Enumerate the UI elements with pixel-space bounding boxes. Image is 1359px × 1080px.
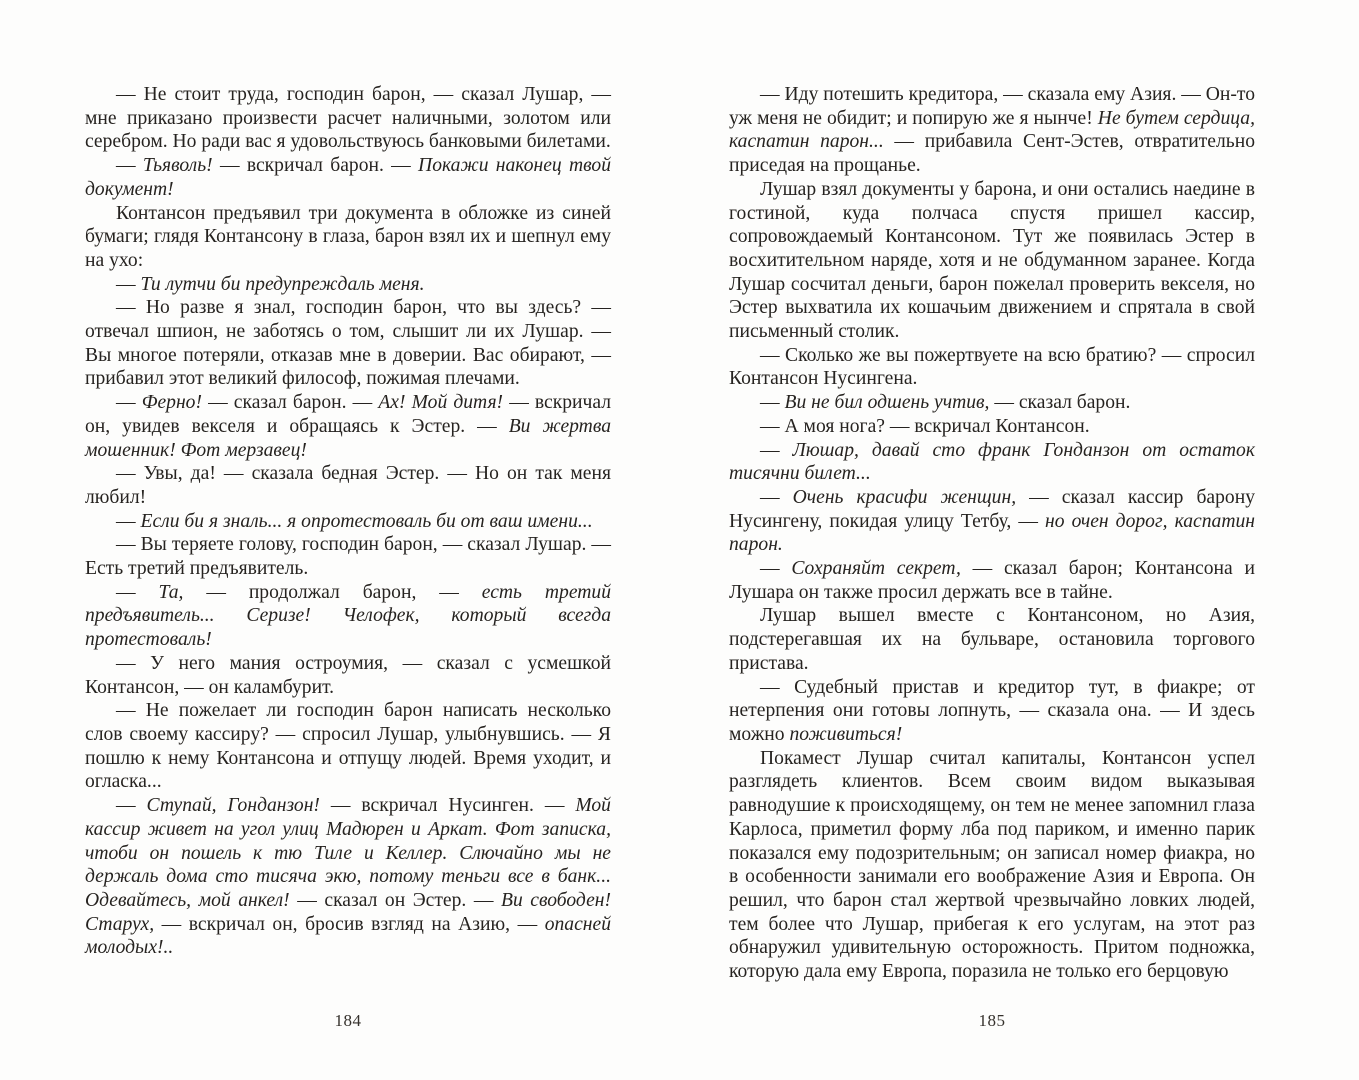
text-segment: — вскричал он, бросив взгляд на Азию, — [154,913,545,935]
text-segment: — [116,392,142,414]
text-segment: — Иду потешить кредитора, — сказала ему Азия. — Он-то уж меня не обидит; и попирую же я нынче! [729,84,1255,129]
paragraph [729,415,1255,439]
paragraph [85,273,611,297]
italic-text-segment: Ах! Мой дитя! [378,392,504,414]
italic-text-segment: Ви свободен! Старух, [85,889,612,935]
italic-text-segment: Люшар, давай сто франк Гонданзон от остаток тисячни билет... [729,439,1256,485]
text-segment: — сказал барон. — [202,392,379,414]
italic-text-segment: Ти лутчи би предупреждаль меня. [140,273,425,295]
italic-text-segment: Если би я зналь... я опротестоваль би от ваш имени... [140,510,593,532]
text-segment: — А моя нога? — вскричал Контансон. [760,415,1090,437]
text-segment: — [760,439,793,461]
text-segment: — [760,486,793,508]
text-segment: — продолжал барон, — [183,581,482,603]
text-segment: — вскричал он, увидев векселя и обращаясь к Эстер. — [85,392,612,437]
text-segment: — сказал кассир барону Нусингену, покидая улицу Тетбу, — [729,486,1255,532]
paragraph [85,202,611,273]
italic-text-segment: есть третий предъявитель... Серизе! Челофек, который всегда протестоваль! [85,581,612,651]
paragraph [85,510,611,534]
text-segment: — [116,581,159,603]
italic-text-segment: Та, [158,581,184,603]
text-segment: — [760,392,785,414]
paragraph [729,391,1255,415]
text-segment: — [116,795,147,817]
italic-text-segment: но очен дорог, каспатин парон. [729,510,1255,556]
paragraph [729,486,1255,557]
italic-text-segment: поживиться! [789,723,903,745]
paragraph [729,344,1255,391]
text-segment: — Вы теряете голову, господин барон, — сказал Лушар. — Есть третий предъявитель. [85,534,611,580]
page-right-text [729,83,1255,984]
paragraph [85,794,611,960]
italic-text-segment: Мой кассир живет на угол улиц Мадюрен и Аркат. Фот записка, чтоби он пошель к тю Тиле и Келлер. Слючайно мы не держаль дома сто тисяча экю, потому теньги все в банк... Одевайтесь, мой анкел! [85,795,611,911]
text-segment: — сказал он Эстер. — [289,889,501,911]
italic-text-segment: Тьяволь! [142,155,213,177]
paragraph [729,83,1255,178]
text-segment: — сказал барон. [989,392,1131,414]
text-segment: — вскричал Нусинген. — [319,795,576,817]
text-segment: Лушар взял документы у барона, и они остались наедине в гостиной, куда полчаса спустя пришел кассир, сопровождаемый Контансоном. Тут же появилась Эстер в восхитительном наряде, хотя и не обдуманном заранее. Когда Лушар сосчитал деньги, барон пожелал проверить векселя, но Эстер выхватила их кошачьим движением и спрятала в свой письменный столик. [729,178,1255,343]
page-right-number: 185 [978,1011,1006,1030]
italic-text-segment: Очень красифи женщин, [792,486,1017,508]
paragraph [85,699,611,794]
page-left-text [85,83,611,960]
text-segment: — [760,558,792,580]
paragraph [85,581,611,652]
italic-text-segment: Ступай, Гонданзон! [146,795,320,817]
text-segment: — вскричал барон. — [212,155,419,177]
italic-text-segment: опасней молодых!.. [85,913,611,959]
italic-text-segment: Ви жертва мошенник! Фот мерзавец! [85,415,611,461]
text-segment: — прибавила Сент-Эстев, отвратительно приседая на прощанье. [729,131,1255,177]
paragraph [85,462,611,509]
paragraph [729,604,1255,675]
italic-text-segment: Ферно! [141,392,202,414]
paragraph [729,439,1255,486]
text-segment: — Не пожелает ли господин барон написать несколько слов своему кассиру? — спросил Лушар, улыбнувшись. — Я пошлю к нему Контансона и отпущу людей. Время уходит, и огласка... [85,700,611,793]
text-segment: — [116,155,143,177]
text-segment: Лушар вышел вместе с Контансоном, но Азия, подстерегавшая их на бульваре, остановила торгового пристава. [729,605,1255,674]
italic-text-segment: Ви не бил одшень учтив, [784,392,990,414]
text-segment: — сказал барон; Контансона и Лушара он также просил держать все в тайне. [729,558,1255,603]
paragraph [729,557,1255,604]
text-segment: — Но разве я знал, господин барон, что вы здесь? — отвечал шпион, не заботясь о том, слышит ли их Лушар. — Вы многое потеряли, отказав мне в доверии. Вас обирают, — прибавил этот великий философ, пожимая плечами. [85,297,611,390]
italic-text-segment: Покажи наконец твой документ! [85,155,611,200]
text-segment: Покамест Лушар считал капиталы, Контансон успел разглядеть клиентов. Всем своим видом выказывая равнодушие к происходящему, он тем не менее запомнил глаза Карлоса, приметил форму лба под париком, и именно парик показался ему подозрительным; он записал номер фиакра, но в особенности занимали его воображение Азия и Европа. Он решил, что барон стал жертвой чрезвычайно ловких людей, тем более что Лушар, прибегая к его услугам, на этот раз обнаружил удивительную осторожность. Притом подножка, которую дала ему Европа, поразила не только его берцовую [729,747,1255,983]
text-segment: — Не стоит труда, господин барон, — сказал Лушар, — мне приказано произвести расчет наличными, золотом или серебром. Но ради вас я удовольствуюсь банковыми билетами. [85,84,611,153]
paragraph [729,676,1255,747]
paragraph [85,533,611,580]
paragraph [85,154,611,201]
paragraph [85,391,611,462]
italic-text-segment: Не бутем сердица, каспатин парон... [729,107,1255,153]
italic-text-segment: Сохраняйт секрет, [791,558,961,580]
text-segment: Контансон предъявил три документа в обложке из синей бумаги; глядя Контансону в глаза, барон взял их и шепнул ему на ухо: [85,202,611,271]
text-segment: — [116,273,141,295]
page-left-number: 184 [334,1011,362,1030]
paragraph [85,652,611,699]
paragraph [729,178,1255,344]
paragraph [729,747,1255,984]
text-segment: — Увы, да! — сказала бедная Эстер. — Но он так меня любил! [85,463,611,508]
text-segment: — Судебный пристав и кредитор тут, в фиакре; от нетерпения они готовы лопнуть, — сказала она. — И здесь можно [729,676,1255,745]
paragraph [85,296,611,391]
paragraph [85,83,611,154]
text-segment: — Сколько же вы пожертвуете на всю братию? — спросил Контансон Нусингена. [729,344,1255,390]
text-segment: — [116,510,141,532]
text-segment: — У него мания остроумия, — сказал с усмешкой Контансон, — он каламбурит. [85,652,611,698]
